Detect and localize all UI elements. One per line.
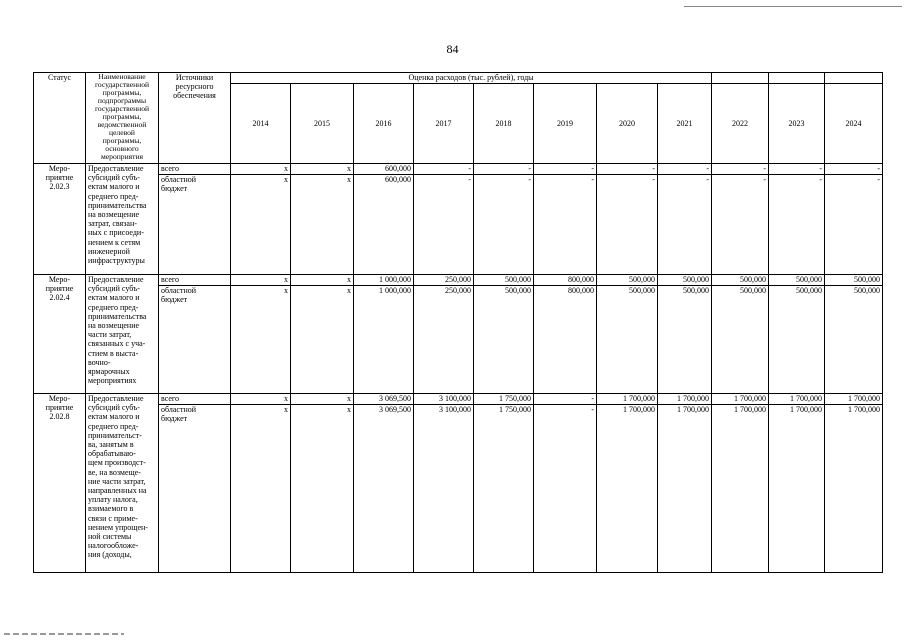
value-cell: 250,000 (414, 275, 474, 286)
value-cell: х (291, 286, 354, 394)
year-2014: 2014 (231, 84, 291, 164)
text-line: среднего пред- (88, 191, 139, 201)
text-line: щем производст- (88, 458, 146, 468)
text-line: программы, (102, 136, 142, 145)
text-line: на возмещение (88, 210, 140, 220)
text-line: приятие (45, 403, 74, 413)
text-line: областной (161, 286, 197, 295)
value-cell: - (534, 394, 597, 405)
measure-total-row (34, 164, 883, 175)
text-line: ектам малого и (88, 182, 140, 192)
value-cell: 500,000 (658, 275, 712, 286)
text-line: взимаемого в (88, 504, 134, 514)
header-row (34, 73, 883, 84)
value-cell: х (291, 164, 354, 175)
empty-header-cell (712, 73, 769, 84)
value-cell: х (231, 405, 291, 573)
source-regional-label (159, 175, 231, 275)
text-line: на возмещение (88, 321, 140, 331)
value-cell: 1 750,000 (474, 405, 534, 573)
value-cell: х (291, 394, 354, 405)
value-cell: 3 069,500 (354, 405, 414, 573)
text-line: областной (161, 175, 197, 184)
text-line: субсидий субъ- (88, 284, 140, 294)
text-line: 2.02.8 (49, 412, 70, 422)
year-2016: 2016 (354, 84, 414, 164)
text-line: 2.02.3 (49, 182, 70, 192)
text-line: принимательства (88, 311, 147, 321)
text-line: принимательства (88, 200, 147, 210)
text-line: Меро- (48, 164, 71, 173)
text-line: части затрат, (88, 330, 132, 340)
value-cell: 600,000 (354, 175, 414, 275)
value-cell: 500,000 (474, 286, 534, 394)
value-cell: 500,000 (825, 275, 883, 286)
year-2019: 2019 (534, 84, 597, 164)
value-cell: - (474, 175, 534, 275)
measure-regional-row (34, 175, 883, 275)
value-cell: х (231, 164, 291, 175)
text-line: среднего пред- (88, 421, 139, 431)
value-cell: х (231, 275, 291, 286)
value-cell: 800,000 (534, 275, 597, 286)
text-line: принимательст- (88, 430, 142, 440)
text-line: областной (161, 405, 197, 414)
value-cell: 3 100,000 (414, 394, 474, 405)
value-cell: х (291, 275, 354, 286)
text-line: ние части затрат, (88, 476, 146, 486)
value-cell: 1 700,000 (658, 394, 712, 405)
value-cell: 800,000 (534, 286, 597, 394)
value-cell: - (414, 164, 474, 175)
text-line: субсидий субъ- (88, 403, 140, 413)
value-cell: - (769, 164, 825, 175)
text-line: государственной (94, 104, 150, 113)
text-line: программы, (102, 88, 142, 97)
measure-name (86, 164, 159, 275)
text-line: стием в выста- (88, 348, 139, 358)
value-cell: - (597, 175, 658, 275)
value-cell: 1 700,000 (658, 405, 712, 573)
source-total-label: всего (159, 275, 231, 286)
value-cell: х (231, 394, 291, 405)
empty-header-cell (769, 73, 825, 84)
measure-status (34, 275, 86, 394)
text-line: затрат, связан- (88, 219, 137, 229)
value-cell: 500,000 (474, 275, 534, 286)
text-line: обеспечения (173, 91, 216, 101)
measure-status (34, 394, 86, 573)
value-cell: - (658, 175, 712, 275)
value-cell: х (291, 405, 354, 573)
text-line: программы, (102, 112, 142, 121)
year-2023: 2023 (769, 84, 825, 164)
text-line: среднего пред- (88, 302, 139, 312)
text-line: ектам малого и (88, 293, 140, 303)
text-line: 2.02.4 (49, 293, 70, 303)
value-cell: 500,000 (825, 286, 883, 394)
status-header: Статус (34, 73, 86, 164)
value-cell: - (534, 405, 597, 573)
text-line: ресурсного (175, 82, 214, 92)
year-2024: 2024 (825, 84, 883, 164)
text-line: ве, на возмеще- (88, 467, 141, 477)
value-cell: 1 700,000 (825, 394, 883, 405)
value-cell: - (825, 164, 883, 175)
source-regional-label (159, 286, 231, 394)
source-total-label: всего (159, 164, 231, 175)
value-cell: 500,000 (712, 286, 769, 394)
value-cell: - (474, 164, 534, 175)
text-line: налогообложе- (88, 541, 139, 551)
source-regional-label (159, 405, 231, 573)
measure-name (86, 394, 159, 573)
text-line: Меро- (48, 275, 71, 284)
value-cell: 500,000 (597, 286, 658, 394)
value-cell: 500,000 (712, 275, 769, 286)
value-cell: х (231, 175, 291, 275)
value-cell: 600,000 (354, 164, 414, 175)
value-cell: 1 700,000 (597, 394, 658, 405)
text-line: ва, занятым в (88, 440, 134, 450)
value-cell: - (712, 175, 769, 275)
text-line: приятие (45, 284, 74, 294)
text-line: нением к сетям (88, 237, 141, 247)
text-line: субсидий субъ- (88, 173, 140, 183)
value-cell: - (534, 175, 597, 275)
text-line: обрабатываю- (88, 449, 136, 459)
value-cell: 3 069,500 (354, 394, 414, 405)
text-line: основного (105, 144, 139, 153)
value-cell: 3 100,000 (414, 405, 474, 573)
value-cell: х (291, 175, 354, 275)
text-line: мероприятиях (88, 376, 137, 386)
text-line: целевой (109, 128, 135, 137)
text-line: ярмарочных (88, 367, 130, 377)
value-cell: 1 700,000 (712, 394, 769, 405)
value-cell: 1 000,000 (354, 286, 414, 394)
source-header (159, 73, 231, 164)
value-cell: 1 700,000 (825, 405, 883, 573)
text-line: Источники (175, 73, 214, 82)
text-line: ния (доходы, (88, 550, 132, 560)
text-line: ведомственной (97, 120, 147, 129)
measure-name (86, 275, 159, 394)
value-cell: - (658, 164, 712, 175)
measure-total-row (34, 275, 883, 286)
text-line: нением упрощен- (88, 522, 148, 532)
text-line: подпрограммы (97, 96, 147, 105)
text-line: Предоставление (88, 394, 144, 403)
year-2017: 2017 (414, 84, 474, 164)
value-cell: х (231, 286, 291, 394)
text-line: мероприятия (100, 152, 144, 161)
text-line: Наименование (98, 72, 146, 81)
value-cell: 500,000 (658, 286, 712, 394)
text-line: Предоставление (88, 164, 144, 173)
text-line: Меро- (48, 394, 71, 403)
footer-mark (4, 633, 124, 635)
text-line: Предоставление (88, 275, 144, 284)
text-line: ной системы (88, 532, 132, 542)
text-line: бюджет (161, 184, 188, 194)
value-cell: - (712, 164, 769, 175)
value-cell: 500,000 (769, 286, 825, 394)
text-line: направленных на (88, 486, 147, 496)
text-line: ных с присоеди- (88, 228, 144, 238)
source-total-label: всего (159, 394, 231, 405)
value-cell: - (534, 164, 597, 175)
empty-header-cell (825, 73, 883, 84)
measure-status (34, 164, 86, 275)
text-line: бюджет (161, 295, 188, 305)
estimate-header: Оценка расходов (тыс. рублей), годы (231, 73, 712, 84)
text-line: ектам малого и (88, 412, 140, 422)
value-cell: 1 700,000 (597, 405, 658, 573)
value-cell: 1 700,000 (769, 394, 825, 405)
value-cell: 1 700,000 (769, 405, 825, 573)
year-2022: 2022 (712, 84, 769, 164)
year-2015: 2015 (291, 84, 354, 164)
value-cell: 500,000 (769, 275, 825, 286)
header-rule (684, 6, 902, 7)
year-2020: 2020 (597, 84, 658, 164)
text-line: связи с приме- (88, 513, 138, 523)
expenditure-table (33, 72, 883, 573)
value-cell: 1 750,000 (474, 394, 534, 405)
value-cell: 1 700,000 (712, 405, 769, 573)
measure-regional-row (34, 405, 883, 573)
year-2018: 2018 (474, 84, 534, 164)
value-cell: 1 000,000 (354, 275, 414, 286)
measure-regional-row (34, 286, 883, 394)
value-cell: 500,000 (597, 275, 658, 286)
name-header (86, 73, 159, 164)
value-cell: 250,000 (414, 286, 474, 394)
year-2021: 2021 (658, 84, 712, 164)
value-cell: - (825, 175, 883, 275)
page-number: 84 (446, 42, 459, 56)
value-cell: - (414, 175, 474, 275)
text-line: инженерной (88, 246, 130, 256)
text-line: инфраструктуры (88, 256, 145, 266)
text-line: вочно- (88, 357, 111, 367)
value-cell: - (769, 175, 825, 275)
text-line: приятие (45, 173, 74, 183)
text-line: государственной (94, 80, 150, 89)
text-line: уплату налога, (88, 495, 138, 505)
value-cell: - (597, 164, 658, 175)
text-line: связанных с уча- (88, 339, 146, 349)
text-line: бюджет (161, 414, 188, 424)
measure-total-row (34, 394, 883, 405)
